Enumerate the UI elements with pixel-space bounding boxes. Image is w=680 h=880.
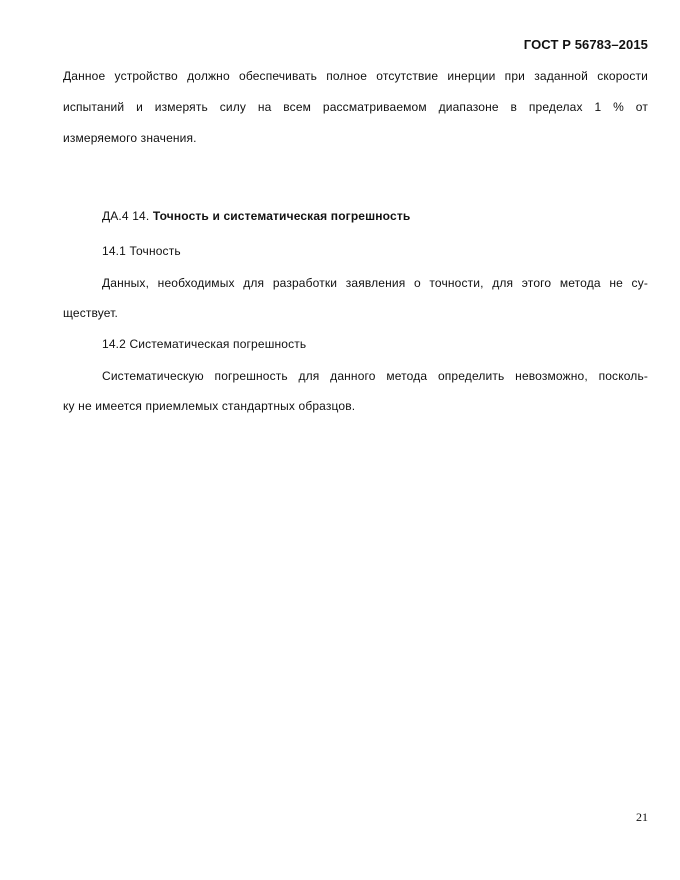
subsection-1-line-2: ществует. bbox=[63, 306, 119, 320]
document-code-header: ГОСТ Р 56783–2015 bbox=[523, 37, 648, 52]
page-number: 21 bbox=[636, 810, 648, 824]
paragraph-1-line-3: измеряемого значения. bbox=[63, 131, 197, 145]
subsection-2-line-2: ку не имеется приемлемых стандартных образцов. bbox=[63, 399, 356, 413]
subsection-2-line-1: Систематическую погрешность для данного метода определить невозможно, посколь- bbox=[102, 369, 648, 383]
section-number: ДА.4 14. bbox=[102, 209, 150, 223]
subsection-2-heading: 14.2 Систематическая погрешность bbox=[102, 337, 307, 351]
subsection-1-heading: 14.1 Точность bbox=[102, 244, 181, 258]
section-heading bbox=[102, 209, 648, 223]
subsection-1-line-1: Данных, необходимых для разработки заявления о точности, для этого метода не су- bbox=[102, 276, 648, 290]
paragraph-1-line-2: испытаний и измерять силу на всем рассматриваемом диапазоне в пределах 1 % от bbox=[63, 100, 648, 114]
section-title: Точность и систематическая погрешность bbox=[152, 209, 411, 223]
paragraph-1-line-1: Данное устройство должно обеспечивать полное отсутствие инерции при заданной скорости bbox=[63, 69, 648, 83]
